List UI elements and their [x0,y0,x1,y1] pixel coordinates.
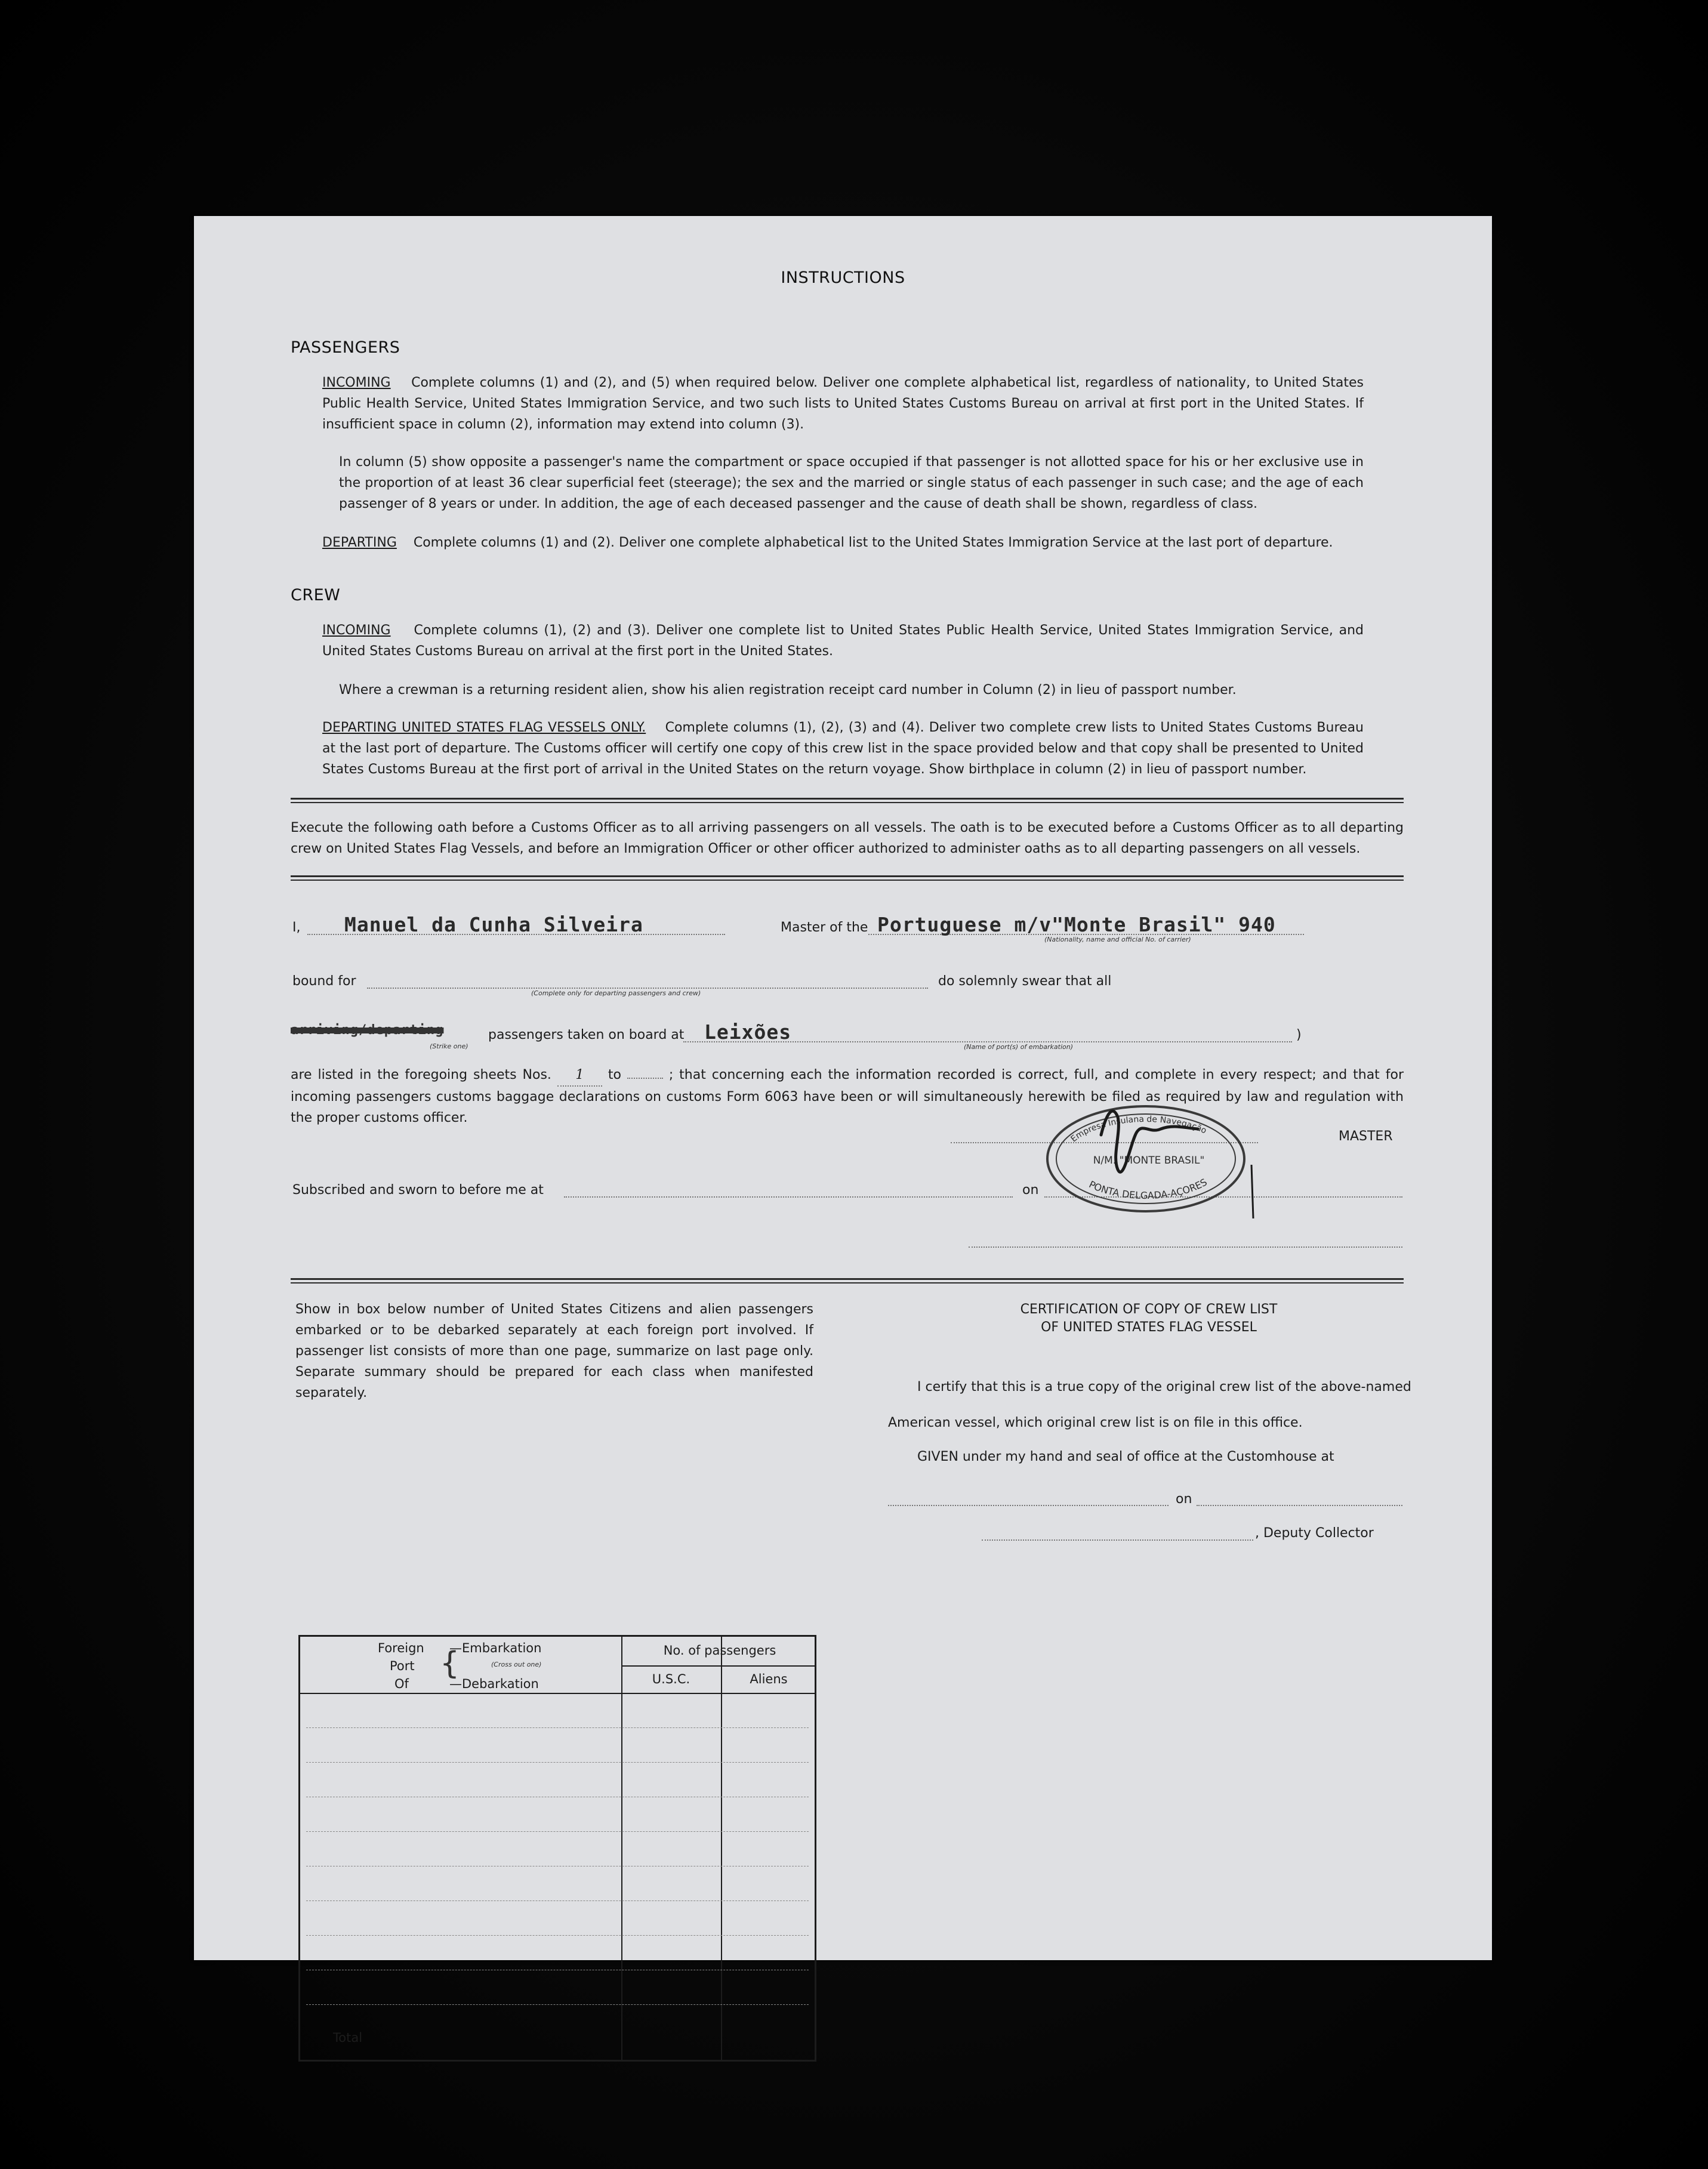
certification-vessel-text: American vessel, which original crew list is on file in this office. [888,1415,1303,1430]
passenger-summary-table [298,1635,816,2062]
table-row-line [306,1762,809,1763]
to-label: to [608,1067,621,1082]
form-page [194,216,1492,2045]
total-label: Total [333,2031,363,2045]
divider-rule-1b [291,802,1404,803]
table-row-line [306,2004,809,2005]
bound-for-caption: (Complete only for departing passengers and crew) [531,989,701,997]
table-row-line [306,1727,809,1728]
struck-text: arriving/departing [291,1023,444,1038]
stamp-top-text: Empresa Insulana de Navegação [1069,1114,1208,1144]
ship-seal-stamp [1041,1099,1256,1218]
crew-departing-label: DEPARTING UNITED STATES FLAG VESSELS ONLY. [322,720,646,735]
col-of: Of [394,1677,409,1691]
no-passengers-header: No. of passengers [663,1643,776,1658]
col-port: Port [390,1659,415,1673]
oath-intro-paragraph: Execute the following oath before a Customs Officer as to all arriving passengers on all vessels. The oath is to be executed before a Customs Officer as to all departing crew on United States Flag Vessels, and before an Immigration Officer or other officer authorized to administer oaths as to all departing passengers on all vessels. [291,820,1404,856]
col-foreign: Foreign [378,1641,424,1655]
cross-caption: (Cross out one) [491,1661,542,1668]
table-row-line [306,1831,809,1832]
divider-rule-2b [291,880,1404,881]
embarkation-label: —Embarkation [449,1641,542,1655]
oath-i-label: I, [292,920,301,935]
master-name-value: Manuel da Cunha Silveira [344,913,643,936]
crew-incoming-paragraph [322,620,1364,662]
listed-text: ; that concerning each the information recorded is correct, full, and complete in every respect; and that for incoming passengers customs baggage declarations on customs Form 6063 have been or will simultaneously herewith be filed as required by law and regulation with the proper customs officer. [291,1067,1404,1125]
sheet-to-field [627,1078,663,1079]
table-row-line [306,1900,809,1901]
table-row-line [306,1935,809,1936]
divider-rule-1 [291,798,1404,800]
strike-caption: (Strike one) [430,1042,468,1050]
subscribed-on-label: on [1022,1183,1039,1198]
usc-header: U.S.C. [652,1672,690,1686]
vessel-caption: (Nationality, name and official No. of carrier) [1044,936,1191,943]
sheet-from-field [557,1065,602,1087]
customhouse-line [888,1505,1169,1506]
crew-departing-text: Complete columns (1), (2), (3) and (4). Deliver two complete crew lists to United States Customs Bureau at the last port of departure. The Customs officer will certify one copy of this crew list in the space provided below and that copy shall be presented to United States Customs Bureau at the first port of arrival in the United States on the return voyage. Show birthplace in column (2) in lieu of passport number. [322,720,1364,777]
officer-signature-line [969,1247,1402,1248]
passengers-incoming-label: INCOMING [322,375,391,390]
divider-rule-3 [291,1278,1404,1280]
certification-title-1: CERTIFICATION OF COPY OF CREW LIST [1020,1302,1278,1317]
passengers-departing-paragraph [322,532,1364,553]
vessel-value: Portuguese m/v"Monte Brasil" 940 [877,913,1276,936]
passengers-column5-paragraph: In column (5) show opposite a passenger's name the compartment or space occupied if that passenger is not allotted space for his or her exclusive use in the proportion of at least 36 clear superficial feet (steerage); the sex and the married or single status of each passenger in such case; and the age of each passenger of 8 years or under. In addition, the age of each deceased passenger and the cause of death shall be shown, regardless of class. [339,455,1364,511]
bound-for-line [367,988,928,989]
deputy-collector-label: , Deputy Collector [1255,1526,1374,1541]
bracket-glyph: { [440,1646,460,1681]
certification-title-2: OF UNITED STATES FLAG VESSEL [1041,1320,1257,1335]
certification-on-label: on [1176,1492,1192,1507]
crew-departing-paragraph [322,717,1364,780]
close-paren: ) [1296,1028,1302,1042]
certification-certify-text: I certify that this is a true copy of the original crew list of the above-named [917,1380,1411,1394]
stamp-center-text: N/M. "MONTE BRASIL" [1093,1155,1205,1167]
passengers-heading: PASSENGERS [291,338,400,357]
table-subheader-line [621,1665,815,1667]
master-label: MASTER [1339,1129,1393,1144]
stamp-bottom-text: PONTA DELGADA-AÇORES [1087,1176,1209,1202]
passengers-incoming-text: Complete columns (1) and (2), and (5) when required below. Deliver one complete alphabetical list, regardless of nationality, to United States Public Health Service, United States Immigration Service, and two such lists to United States Customs Bureau on arrival at first port in the United States. If insufficient space in column (2), information may extend into column (3). [322,375,1364,432]
subscribed-place-line [564,1196,1013,1198]
page-title: INSTRUCTIONS [781,269,905,287]
debarkation-label: —Debarkation [449,1677,539,1691]
crew-incoming-text: Complete columns (1), (2) and (3). Deliver one complete list to United States Public Health Service, United States Immigration Service, and United States Customs Bureau on arrival at the first port in the United States. [322,623,1364,659]
crew-incoming-label: INCOMING [322,623,391,638]
divider-rule-2 [291,875,1404,877]
summary-instructions: Show in box below number of United States Citizens and alien passengers embarked or to be debarked separately at each foreign port involved. If passenger list consists of more than one page, summarize on last page only. Separate summary should be prepared for each class when manifested separately. [295,1302,813,1400]
port-value: Leixões [704,1020,792,1044]
port-caption: (Name of port(s) of embarkation) [964,1043,1073,1051]
deputy-signature-line [982,1539,1253,1541]
sheet-from-value: 1 [575,1067,584,1082]
passengers-taken-label: passengers taken on board at [488,1028,685,1042]
passengers-incoming-paragraph [322,372,1364,435]
table-header-line [300,1693,815,1694]
table-vline-port [621,1637,622,2060]
divider-rule-3b [291,1282,1404,1283]
master-of-label: Master of the [781,920,868,935]
aliens-header: Aliens [750,1672,788,1686]
certification-date-line [1197,1505,1402,1506]
table-vline-aliens [721,1637,722,2060]
passengers-departing-label: DEPARTING [322,535,397,550]
subscribed-label: Subscribed and sworn to before me at [292,1183,544,1198]
crew-heading: CREW [291,586,341,604]
crew-resident-paragraph: Where a crewman is a returning resident alien, show his alien registration receipt card number in Column (2) in lieu of passport number. [339,683,1237,698]
swear-label: do solemnly swear that all [938,974,1112,989]
passengers-departing-text: Complete columns (1) and (2). Deliver one complete alphabetical list to the United States Immigration Service at the last port of departure. [413,535,1333,550]
listed-label: are listed in the foregoing sheets Nos. [291,1067,551,1082]
certification-given-text: GIVEN under my hand and seal of office at the Customhouse at [917,1449,1334,1464]
bound-for-label: bound for [292,974,356,989]
